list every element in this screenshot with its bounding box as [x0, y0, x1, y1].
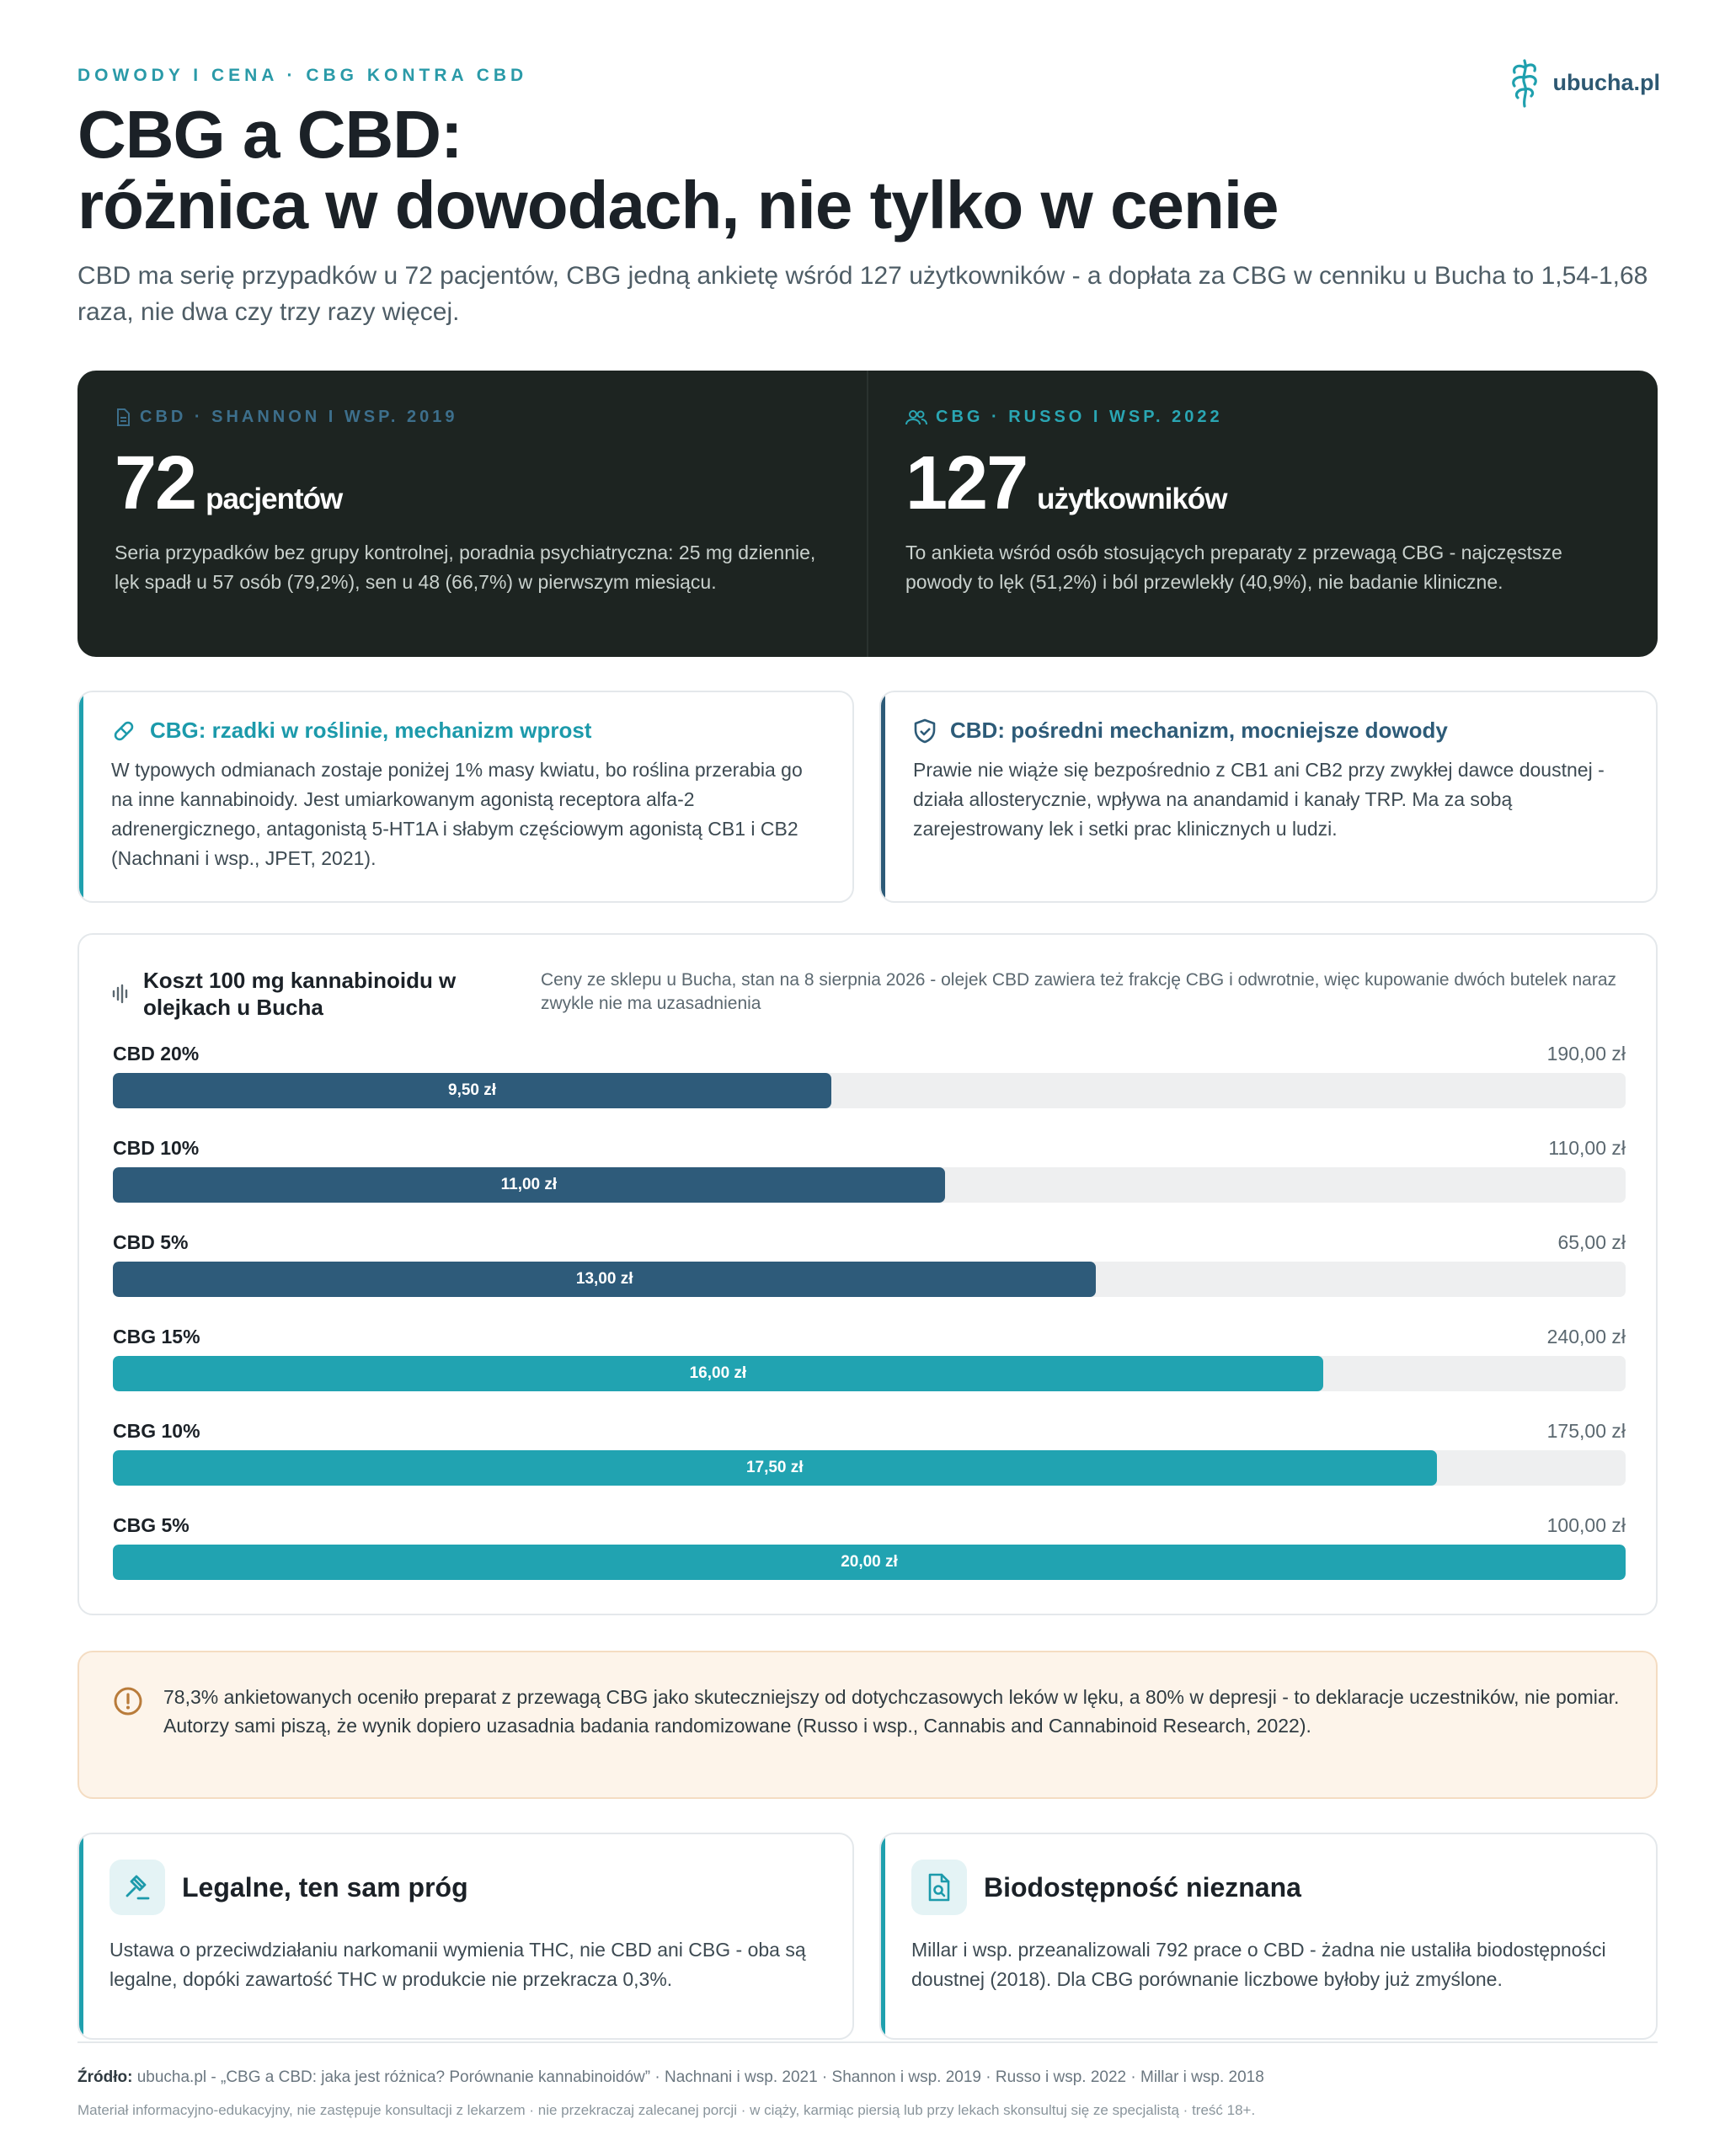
bottle-price-label: 110,00 zł	[1548, 1137, 1626, 1159]
brand-logo[interactable]	[1506, 56, 1661, 109]
stats-panel	[77, 371, 1658, 657]
bar-cbd	[113, 1073, 831, 1108]
stat-cbg-eyebrow-text: CBG · RUSSO I WSP. 2022	[936, 408, 1223, 426]
disclaimer: Materiał informacyjno-edukacyjny, nie zastępuje konsultacji z lekarzem · nie przekraczaj zalecanej porcji · w ciąży, karmiąc piersią lub przy lekach skonsultuj się ze specjalistą · treść 18+.	[77, 2102, 1256, 2118]
bar-cbg	[113, 1545, 1626, 1580]
stat-cbg-unit: użytkowników	[1037, 483, 1227, 515]
card-bio-body: Millar i wsp. przeanalizowali 792 prace o CBD - żadna nie ustaliła biodostępności doustnej (2018). Dla CBG porównanie liczbowe byłoby już zmyślone.	[911, 1939, 1606, 1990]
leaf-logo-icon	[1506, 56, 1543, 109]
bar-track	[113, 1262, 1626, 1297]
warning-box	[77, 1651, 1658, 1799]
card-legal-title: Legalne, ten sam próg	[182, 1871, 468, 1903]
bar-value-label: 16,00 zł	[689, 1364, 747, 1382]
price-chart	[77, 933, 1658, 1615]
card-bio-title: Biodostępność nieznana	[984, 1871, 1301, 1903]
card-legal-header	[109, 1860, 822, 1915]
bar-cbg	[113, 1450, 1437, 1486]
bar-value-label: 13,00 zł	[575, 1270, 633, 1288]
bar-category-label: CBG 5%	[113, 1514, 190, 1536]
title-line-1: CBG a CBD:	[77, 97, 462, 172]
chart-rows	[113, 1043, 1626, 1609]
alert-circle-icon	[113, 1686, 143, 1716]
card-bio-icon-box	[911, 1860, 967, 1915]
bottle-price-label: 100,00 zł	[1546, 1514, 1626, 1536]
bar-track	[113, 1167, 1626, 1203]
bar-cbd	[113, 1262, 1096, 1297]
bar-value-label: 11,00 zł	[500, 1176, 558, 1193]
bottle-price-label: 190,00 zł	[1546, 1043, 1626, 1065]
chart-header	[111, 967, 497, 1021]
bar-category-label: CBD 10%	[113, 1137, 200, 1159]
bar-cbg	[113, 1356, 1323, 1391]
footer-divider	[77, 2041, 1658, 2043]
stat-cbg-desc: To ankieta wśród osób stosujących preparaty z przewagą CBG - najczęstsze powody to lęk (51,2%) i ból przewlekły (40,9%), nie badanie kliniczne.	[905, 542, 1562, 593]
shield-icon	[913, 718, 937, 744]
bar-track	[113, 1545, 1626, 1580]
document-icon	[115, 408, 131, 427]
card-bioavailability	[879, 1833, 1658, 2040]
audio-wave-icon	[111, 982, 130, 1006]
page-title	[77, 99, 1279, 241]
bar-value-label: 20,00 zł	[841, 1553, 898, 1571]
card-cbd-body: Prawie nie wiąże się bezpośrednio z CB1 ani CB2 przy zwykłej dawce doustnej - działa allosterycznie, wpływa na anandamid i kanały TRP. Ma za sobą zarejestrowany lek i setki prac klinicznych u ludzi.	[913, 759, 1605, 840]
subtitle: CBD ma serię przypadków u 72 pacjentów, CBG jedną ankietę wśród 127 użytkowników - a dopłata za CBG w cenniku u Bucha to 1,54-1,68 raza, nie dwa czy trzy razy więcej.	[77, 262, 1648, 326]
chart-row	[113, 1420, 1626, 1514]
title-line-2: różnica w dowodach, nie tylko w cenie	[77, 168, 1279, 243]
stat-cbd-eyebrow	[115, 408, 830, 427]
stat-cbd-eyebrow-text: CBD · SHANNON I WSP. 2019	[140, 408, 458, 426]
chart-row	[113, 1043, 1626, 1137]
eyebrow: DOWODY I CENA · CBG KONTRA CBD	[77, 66, 528, 85]
bottle-price-label: 175,00 zł	[1546, 1420, 1626, 1442]
stat-cbg-figure	[905, 441, 1621, 526]
stat-cbg-eyebrow	[905, 408, 1621, 427]
stat-cbg	[867, 371, 1658, 657]
bar-track	[113, 1450, 1626, 1486]
bar-category-label: CBD 5%	[113, 1231, 189, 1253]
card-cbg-body: W typowych odmianach zostaje poniżej 1% masy kwiatu, bo roślina przerabia go na inne kannabinoidy. Jest umiarkowanym agonistą receptora alfa-2 adrenergicznego, antagonistą 5-HT1A i słabym częściowym agonistą CB1 i CB2 (Nachnani i wsp., JPET, 2021).	[111, 759, 803, 869]
card-legal-body: Ustawa o przeciwdziałaniu narkomanii wymienia THC, nie CBD ani CBG - oba są legalne, dopóki zawartość THC w produkcie nie przekracza 0,3%.	[109, 1939, 806, 1990]
card-cbd-title: CBD: pośredni mechanizm, mocniejsze dowody	[950, 718, 1448, 743]
card-cbg-header	[111, 718, 822, 744]
stat-cbg-number: 127	[905, 441, 1028, 526]
file-search-icon	[927, 1873, 952, 1902]
chart-row	[113, 1514, 1626, 1609]
card-cbg-mechanism	[77, 691, 854, 903]
source-text: ubucha.pl - „CBG a CBD: jaka jest różnica? Porównanie kannabinoidów” · Nachnani i wsp. 2021 · Shannon i wsp. 2019 · Russo i wsp. 2022 · Millar i wsp. 2018	[136, 2068, 1264, 2086]
stat-cbd-number: 72	[115, 441, 196, 526]
stat-cbd-unit: pacjentów	[206, 483, 343, 515]
pill-icon	[111, 718, 136, 744]
bottle-price-label: 65,00 zł	[1557, 1231, 1626, 1253]
chart-row	[113, 1231, 1626, 1326]
bar-cbd	[113, 1167, 945, 1203]
warning-text: 78,3% ankietowanych oceniło preparat z przewagą CBG jako skuteczniejszy od dotychczasowych leków w lęku, a 80% w depresji - to deklaracje uczestników, nie pomiar. Autorzy sami piszą, że wynik dopiero uzasadnia badania randomizowane (Russo i wsp., Cannabis and Cannabinoid Research, 2022).	[163, 1686, 1620, 1737]
source-label: Źródło:	[77, 2068, 133, 2086]
stat-cbd-desc: Seria przypadków bez grupy kontrolnej, poradnia psychiatryczna: 25 mg dziennie, lęk spadł u 57 osób (79,2%), sen u 48 (66,7%) w pierwszym miesiącu.	[115, 542, 816, 593]
bar-value-label: 9,50 zł	[448, 1081, 497, 1099]
gavel-icon	[123, 1873, 152, 1902]
chart-row	[113, 1326, 1626, 1420]
bottle-price-label: 240,00 zł	[1546, 1326, 1626, 1348]
bar-value-label: 17,50 zł	[745, 1459, 804, 1476]
bar-track	[113, 1073, 1626, 1108]
stat-cbd-figure	[115, 441, 830, 526]
users-icon	[905, 409, 927, 426]
card-legal-icon-box	[109, 1860, 165, 1915]
chart-title: Koszt 100 mg kannabinoidu w olejkach u Bucha	[143, 968, 457, 1020]
card-bio-header	[911, 1860, 1626, 1915]
bar-category-label: CBG 10%	[113, 1420, 200, 1442]
bar-category-label: CBD 20%	[113, 1043, 200, 1065]
chart-note: Ceny ze sklepu u Bucha, stan na 8 sierpnia 2026 - olejek CBD zawiera też frakcję CBG i odwrotnie, więc kupowanie dwóch butelek naraz zwykle nie ma uzasadnienia	[541, 970, 1617, 1013]
chart-row	[113, 1137, 1626, 1231]
source-line	[77, 2068, 1264, 2087]
bar-category-label: CBG 15%	[113, 1326, 200, 1348]
card-cbg-title: CBG: rzadki w roślinie, mechanizm wprost	[150, 718, 592, 743]
card-legal	[77, 1833, 854, 2040]
logo-text: ubucha.pl	[1552, 69, 1660, 95]
card-cbd-header	[913, 718, 1626, 744]
card-cbd-mechanism	[879, 691, 1658, 903]
stat-cbd	[77, 371, 867, 657]
bar-track	[113, 1356, 1626, 1391]
